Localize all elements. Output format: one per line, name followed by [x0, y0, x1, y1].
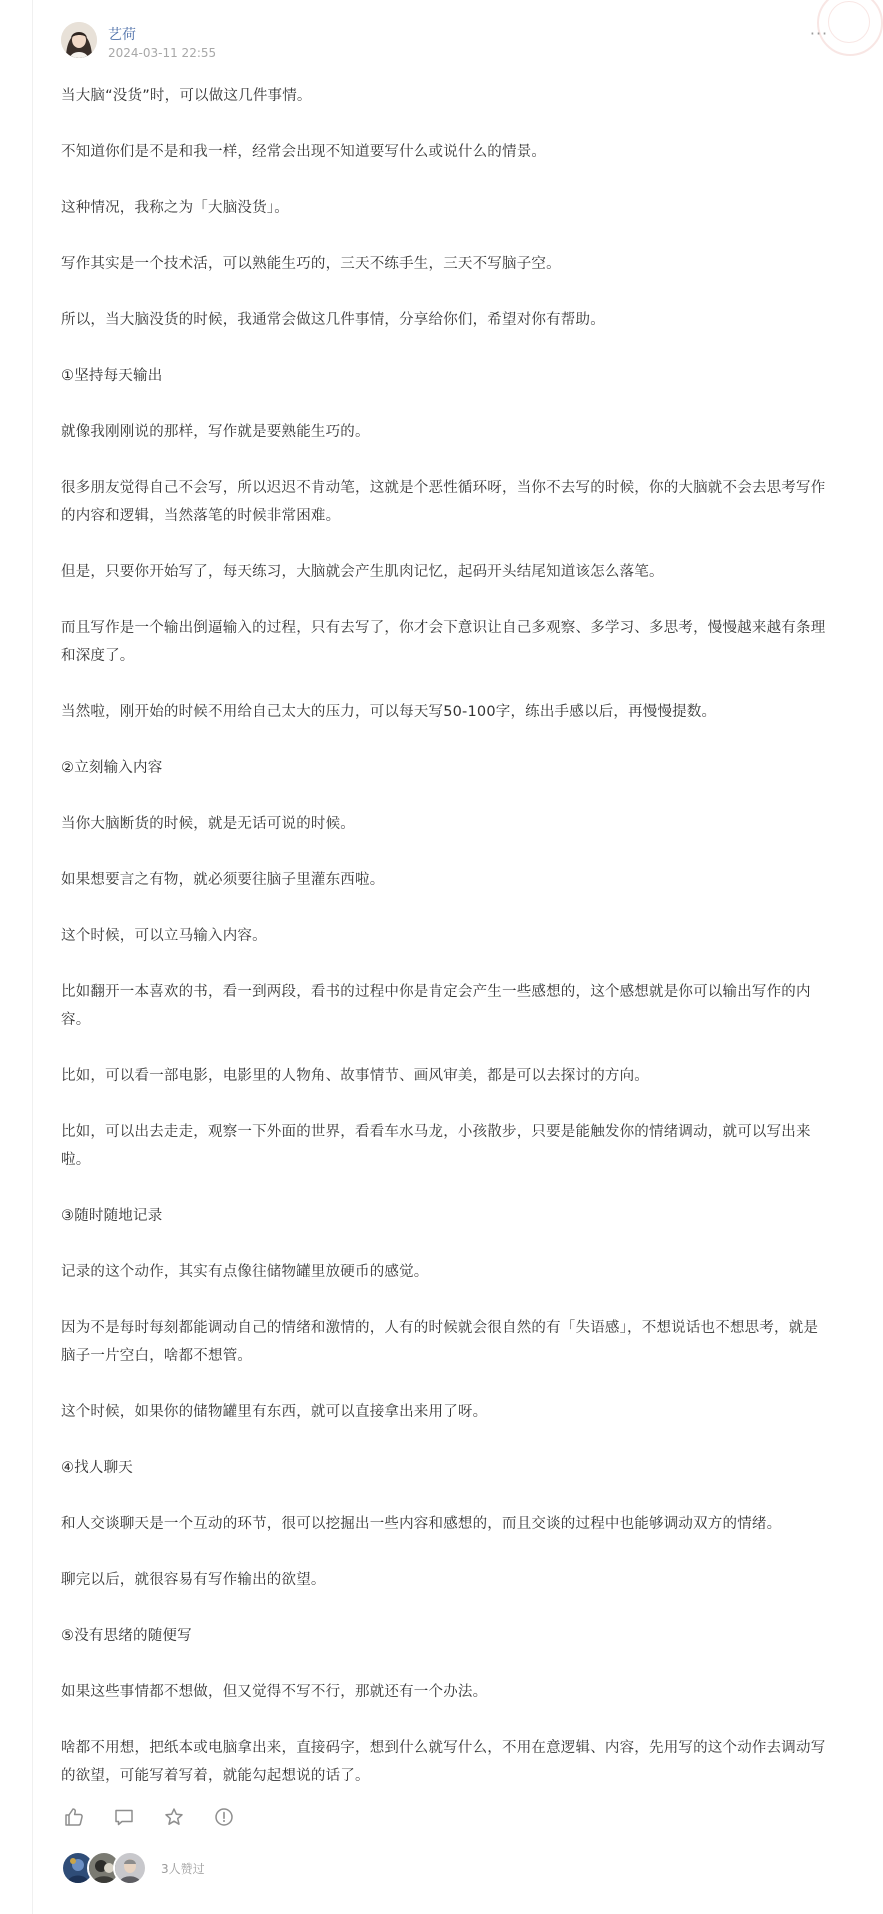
- paragraph: 就像我刚刚说的那样，写作就是要熟能生巧的。: [61, 424, 370, 440]
- paragraph: 比如翻开一本喜欢的书，看一到两段，看书的过程中你是肯定会产生一些感想的，这个感想就是你可以输出写作的内容。: [61, 984, 811, 1028]
- post-content: [61, 82, 831, 1818]
- paragraph: 当大脑“没货”时，可以做这几件事情。: [61, 88, 312, 104]
- paragraph: 比如，可以出去走走，观察一下外面的世界，看看车水马龙，小孩散步，只要是能触发你的情绪调动，就可以写出来啦。: [61, 1124, 811, 1168]
- author-avatar[interactable]: [61, 22, 97, 58]
- section-heading: ①坚持每天输出: [61, 368, 163, 384]
- section-heading: ⑤没有思绪的随便写: [61, 1628, 192, 1644]
- paragraph: 所以，当大脑没货的时候，我通常会做这几件事情，分享给你们，希望对你有帮助。: [61, 312, 605, 328]
- thumbs-up-icon: [63, 1806, 85, 1828]
- section-heading: ②立刻输入内容: [61, 760, 163, 776]
- paragraph: 和人交谈聊天是一个互动的环节，很可以挖掘出一些内容和感想的，而且交谈的过程中也能够调动双方的情绪。: [61, 1516, 782, 1532]
- liked-count[interactable]: 3人赞过: [161, 1862, 205, 1876]
- paragraph: 但是，只要你开始写了，每天练习，大脑就会产生肌肉记忆，起码开头结尾知道该怎么落笔。: [61, 564, 664, 580]
- liker-avatar-image: [115, 1853, 145, 1883]
- like-button[interactable]: [63, 1806, 85, 1828]
- paragraph: 记录的这个动作，其实有点像往储物罐里放硬币的感觉。: [61, 1264, 429, 1280]
- paragraph: 如果这些事情都不想做，但又觉得不写不行，那就还有一个办法。: [61, 1684, 488, 1700]
- paragraph: 这个时候，如果你的储物罐里有东西，就可以直接拿出来用了呀。: [61, 1404, 488, 1420]
- liker-avatar[interactable]: [113, 1851, 147, 1885]
- report-icon: [213, 1806, 235, 1828]
- likers-row: [61, 1851, 321, 1883]
- avatar-image: [61, 22, 97, 58]
- favorite-button[interactable]: [163, 1806, 185, 1828]
- paragraph: 如果想要言之有物，就必须要往脑子里灌东西啦。: [61, 872, 385, 888]
- post-time: 2024-03-11 22:55: [108, 46, 217, 60]
- report-button[interactable]: [213, 1806, 235, 1828]
- section-heading: ④找人聊天: [61, 1460, 133, 1476]
- comment-button[interactable]: [113, 1806, 135, 1828]
- paragraph: 写作其实是一个技术活，可以熟能生巧的，三天不练手生，三天不写脑子空。: [61, 256, 561, 272]
- comment-icon: [113, 1806, 135, 1828]
- paragraph: 当然啦，刚开始的时候不用给自己太大的压力，可以每天写50-100字，练出手感以后，再慢慢提数。: [61, 704, 717, 720]
- paragraph: 聊完以后，就很容易有写作输出的欲望。: [61, 1572, 326, 1588]
- paragraph: 这个时候，可以立马输入内容。: [61, 928, 267, 944]
- paragraph: 比如，可以看一部电影，电影里的人物角、故事情节、画风审美，都是可以去探讨的方向。: [61, 1068, 649, 1084]
- star-icon: [163, 1806, 185, 1828]
- post-actions: [61, 1806, 361, 1830]
- paragraph: 不知道你们是不是和我一样，经常会出现不知道要写什么或说什么的情景。: [61, 144, 547, 160]
- more-button[interactable]: ···: [809, 24, 829, 43]
- paragraph: 当你大脑断货的时候，就是无话可说的时候。: [61, 816, 355, 832]
- paragraph: 这种情况，我称之为「大脑没货」。: [61, 200, 289, 216]
- paragraph: 而且写作是一个输出倒逼输入的过程，只有去写了，你才会下意识让自己多观察、多学习、多思考，慢慢越来越有条理和深度了。: [61, 620, 826, 664]
- section-heading: ③随时随地记录: [61, 1208, 163, 1224]
- paragraph: 啥都不用想，把纸本或电脑拿出来，直接码字，想到什么就写什么，不用在意逻辑、内容，先用写的这个动作去调动写的欲望，可能写着写着，就能勾起想说的话了。: [61, 1740, 826, 1784]
- paragraph: 因为不是每时每刻都能调动自己的情绪和激情的，人有的时候就会很自然的有「失语感」，不想说话也不想思考，就是脑子一片空白，啥都不想管。: [61, 1320, 819, 1364]
- author-name[interactable]: 艺荷: [108, 27, 136, 43]
- post-header: [61, 22, 841, 62]
- paragraph: 很多朋友觉得自己不会写，所以迟迟不肯动笔，这就是个恶性循环呀，当你不去写的时候，你的大脑就不会去思考写作的内容和逻辑，当然落笔的时候非常困难。: [61, 480, 826, 524]
